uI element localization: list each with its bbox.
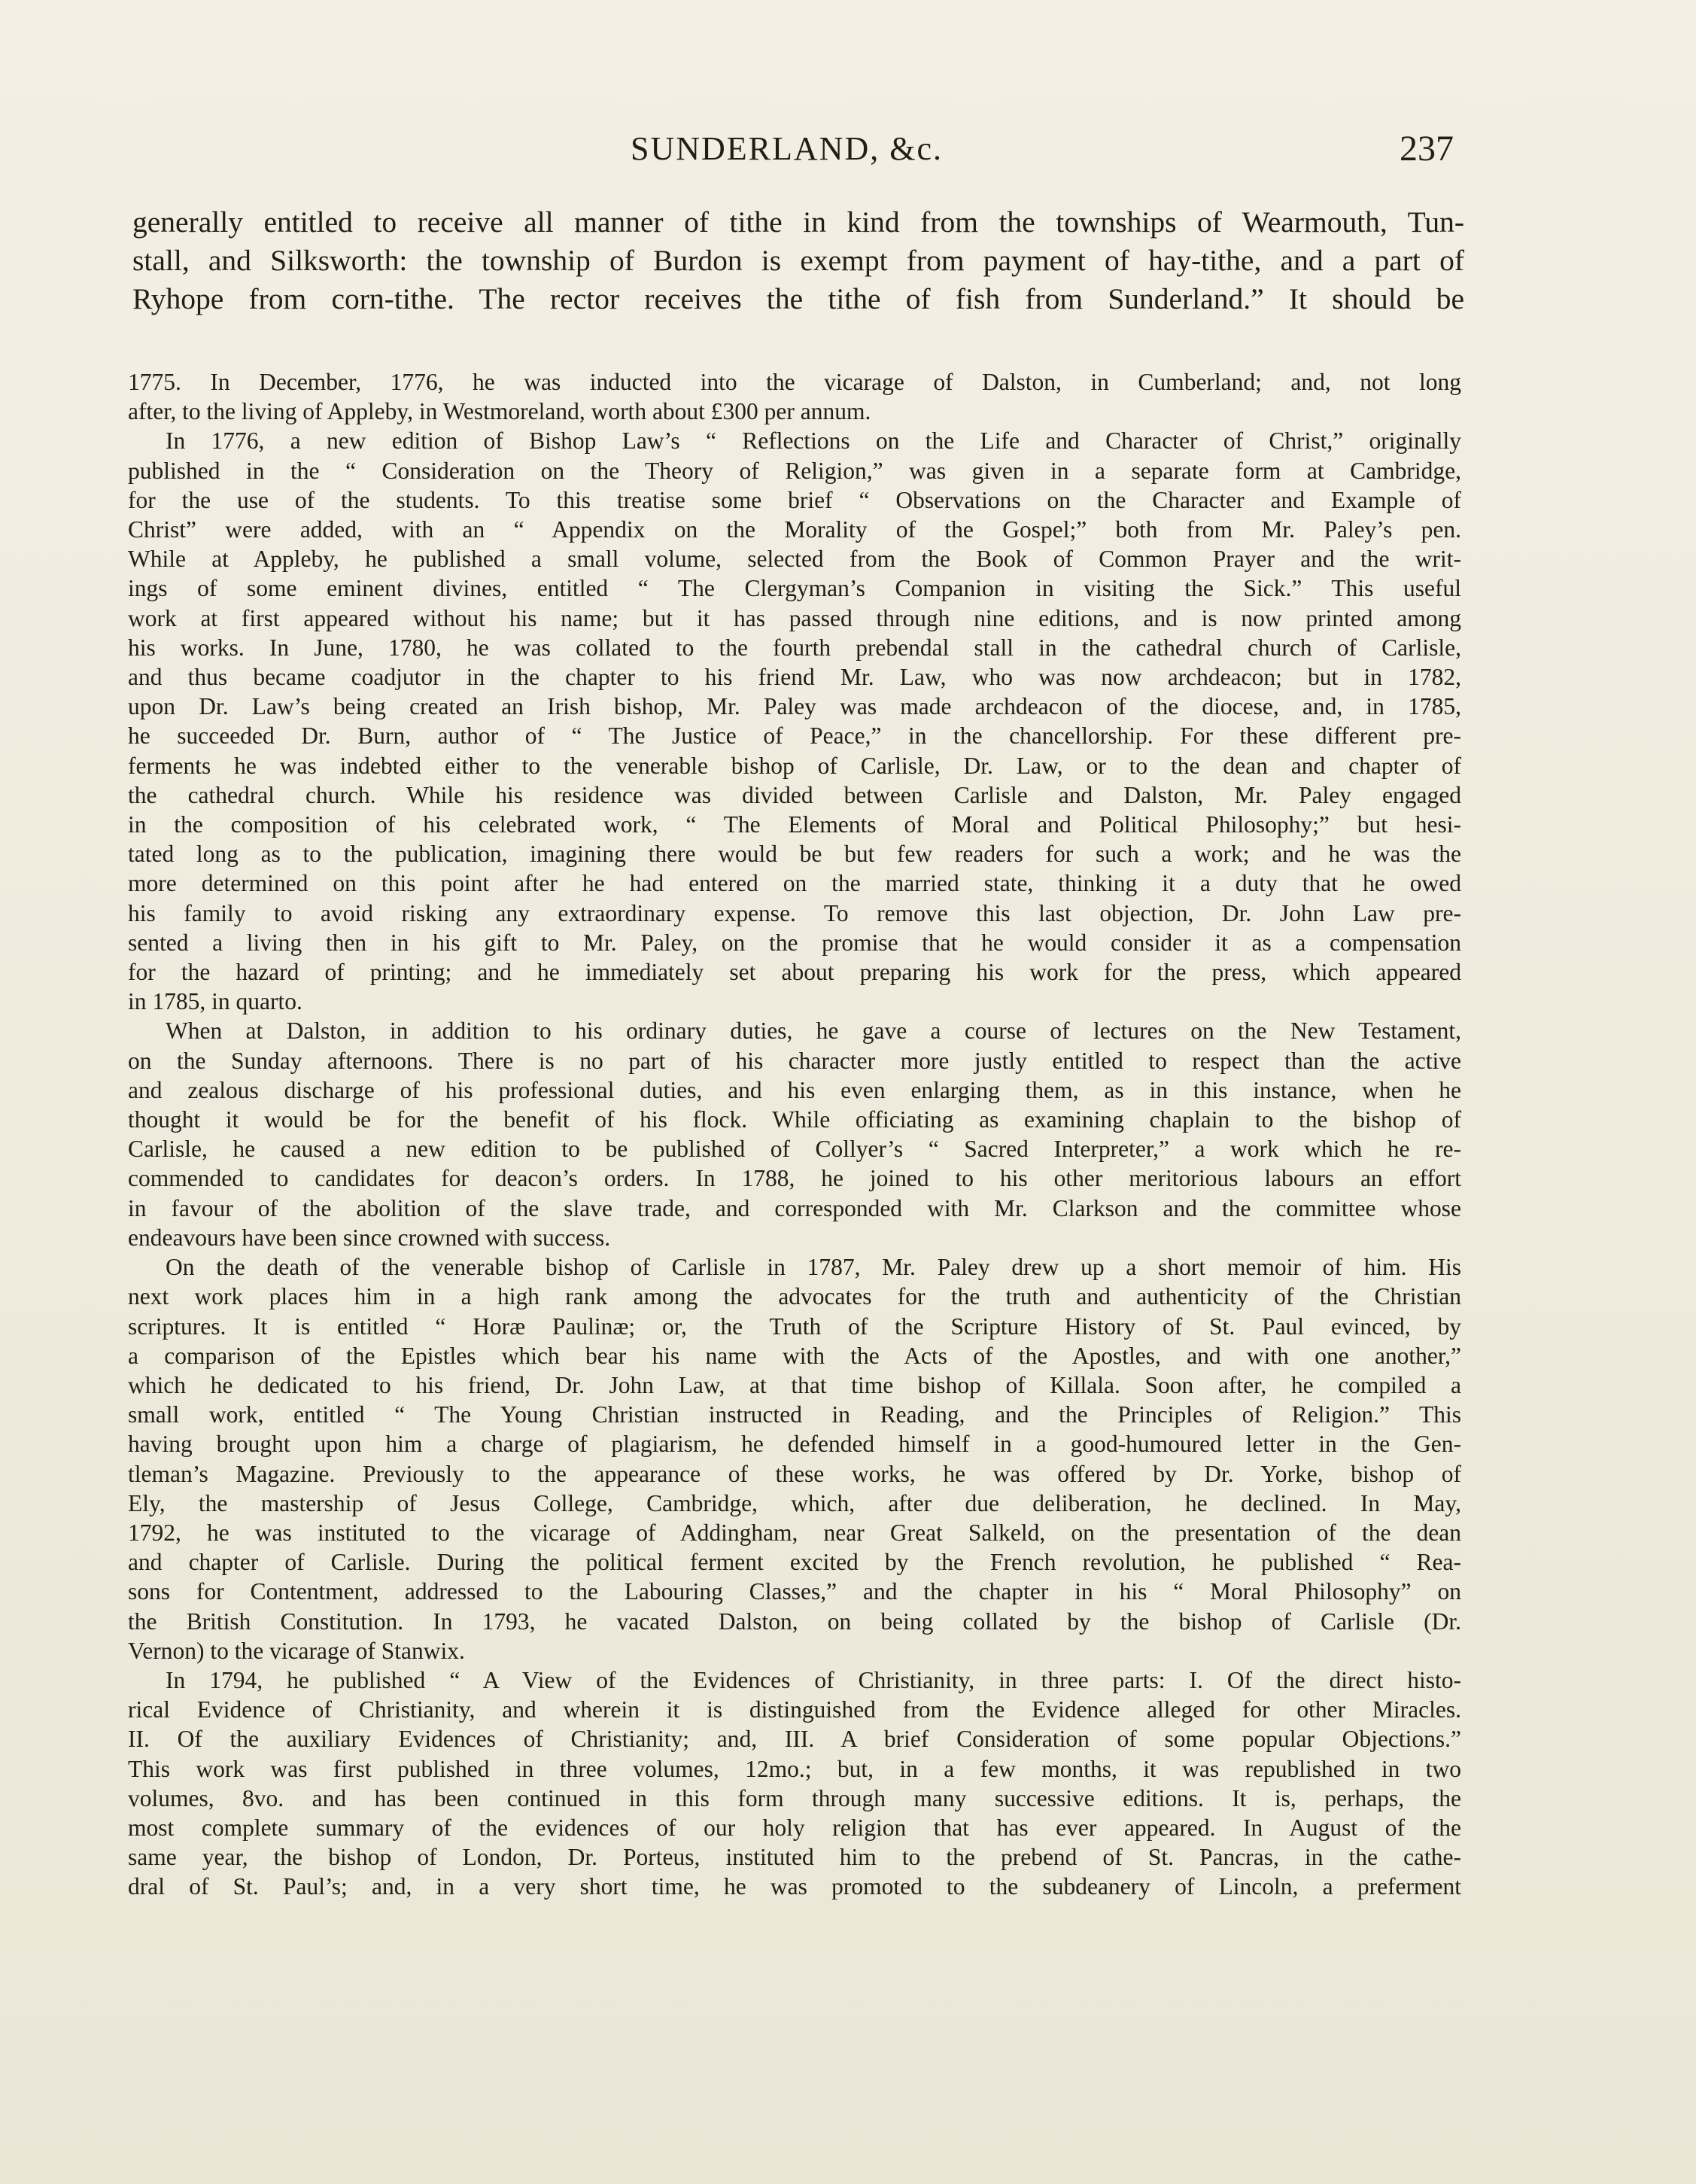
- footnote-line: in 1785, in quarto.: [128, 988, 302, 1015]
- main-text-line: Ryhope from corn-tithe. The rector receives the tithe of fish from Sunderland.” It should be: [132, 282, 1464, 315]
- footnote-line: This work was first published in three volumes, 12mo.; but, in a few months, it was republished in two: [128, 1755, 1461, 1782]
- footnote-line: upon Dr. Law’s being created an Irish bishop, Mr. Paley was made archdeacon of the diocese, and, in 1785,: [128, 693, 1461, 720]
- footnote-line: thought it would be for the benefit of his flock. While officiating as examining chaplain to the bishop of: [128, 1106, 1461, 1133]
- footnote-line: the cathedral church. While his residence was divided between Carlisle and Dalston, Mr. Paley engaged: [128, 781, 1461, 808]
- footnote-line: 1775. In December, 1776, he was inducted into the vicarage of Dalston, in Cumberland; and, not long: [128, 369, 1461, 395]
- footnote-line: dral of St. Paul’s; and, in a very short time, he was promoted to the subdeanery of Lincoln, a preferment: [128, 1873, 1461, 1900]
- footnote-paragraph: [128, 1016, 1461, 1252]
- footnote-line: and zealous discharge of his professional duties, and his even enlarging them, as in this instance, when he: [128, 1076, 1461, 1103]
- footnote-line: a comparison of the Epistles which bear his name with the Acts of the Apostles, and with one another,”: [128, 1342, 1461, 1369]
- footnote-line: 1792, he was instituted to the vicarage of Addingham, near Great Salkeld, on the presentation of the dean: [128, 1519, 1461, 1546]
- footnote-line: for the hazard of printing; and he immediately set about preparing his work for the press, which appeared: [128, 959, 1461, 986]
- footnote-line: ferments he was indebted either to the venerable bishop of Carlisle, Dr. Law, or to the dean and chapter of: [128, 752, 1461, 779]
- footnote-line: same year, the bishop of London, Dr. Porteus, instituted him to the prebend of St. Pancras, in the cathe-: [128, 1844, 1461, 1871]
- footnote-line: published in the “ Consideration on the Theory of Religion,” was given in a separate form at Cambridge,: [128, 457, 1461, 484]
- footnote-line: after, to the living of Appleby, in Westmoreland, worth about £300 per annum.: [128, 398, 871, 425]
- footnote-line: which he dedicated to his friend, Dr. John Law, at that time bishop of Killala. Soon after, he compiled a: [128, 1371, 1461, 1398]
- footnote-line: On the death of the venerable bishop of Carlisle in 1787, Mr. Paley drew up a short memoir of him. His: [166, 1254, 1461, 1281]
- footnote-line: sented a living then in his gift to Mr. Paley, on the promise that he would consider it as a compensation: [128, 929, 1461, 956]
- footnote-line: While at Appleby, he published a small volume, selected from the Book of Common Prayer and the writ-: [128, 546, 1461, 573]
- footnote-line: scriptures. It is entitled “ Horæ Paulinæ; or, the Truth of the Scripture History of St. Paul evinced, by: [128, 1313, 1461, 1340]
- footnote-line: When at Dalston, in addition to his ordinary duties, he gave a course of lectures on the New Testament,: [166, 1017, 1461, 1045]
- main-text: [132, 203, 1464, 318]
- footnote-line: In 1794, he published “ A View of the Evidences of Christianity, in three parts: I. Of the direct histo-: [166, 1666, 1461, 1693]
- footnote: [128, 367, 1461, 1902]
- footnote-line: endeavours have been since crowned with success.: [128, 1224, 611, 1251]
- running-title: SUNDERLAND, &c.: [631, 130, 943, 167]
- footnote-line: next work places him in a high rank among the advocates for the truth and authenticity of the Christian: [128, 1283, 1461, 1310]
- footnote-line: Ely, the mastership of Jesus College, Cambridge, which, after due deliberation, he declined. In May,: [128, 1489, 1461, 1516]
- footnote-line: and chapter of Carlisle. During the political ferment excited by the French revolution, he published “ Rea-: [128, 1549, 1461, 1576]
- footnote-line: ings of some eminent divines, entitled “ The Clergyman’s Companion in visiting the Sick.” This useful: [128, 575, 1461, 602]
- footnote-line: tated long as to the publication, imagining there would be but few readers for such a work; and he was the: [128, 841, 1461, 868]
- footnote-line: having brought upon him a charge of plagiarism, he defended himself in a good-humoured letter in the Gen-: [128, 1431, 1461, 1458]
- footnote-line: most complete summary of the evidences of our holy religion that has ever appeared. In August of the: [128, 1814, 1461, 1841]
- footnote-line: Vernon) to the vicarage of Stanwix.: [128, 1637, 465, 1664]
- page-number: 237: [1400, 129, 1454, 169]
- footnote-line: work at first appeared without his name; but it has passed through nine editions, and is now printed among: [128, 604, 1461, 631]
- footnote-paragraph: [128, 367, 1461, 426]
- footnote-line: volumes, 8vo. and has been continued in this form through many successive editions. It is, perhaps, the: [128, 1784, 1461, 1811]
- footnote-line: In 1776, a new edition of Bishop Law’s “ Reflections on the Life and Character of Christ,” originally: [166, 427, 1461, 455]
- footnote-line: his works. In June, 1780, he was collated to the fourth prebendal stall in the cathedral church of Carlisle,: [128, 634, 1461, 661]
- main-text-line: stall, and Silksworth: the township of Burdon is exempt from payment of hay-tithe, and a part of: [132, 244, 1464, 277]
- footnote-line: the British Constitution. In 1793, he vacated Dalston, on being collated by the bishop of Carlisle (Dr.: [128, 1608, 1461, 1635]
- footnote-paragraph: [128, 1252, 1461, 1665]
- footnote-line: in the composition of his celebrated work, “ The Elements of Moral and Political Philosophy;” but hesi-: [128, 811, 1461, 838]
- footnote-line: more determined on this point after he had entered on the married state, thinking it a duty that he owed: [128, 870, 1461, 897]
- footnote-line: in favour of the abolition of the slave trade, and corresponded with Mr. Clarkson and the committee whose: [128, 1194, 1461, 1221]
- footnote-line: tleman’s Magazine. Previously to the appearance of these works, he was offered by Dr. Yorke, bishop of: [128, 1460, 1461, 1487]
- footnote-line: sons for Contentment, addressed to the Labouring Classes,” and the chapter in his “ Moral Philosophy” on: [128, 1578, 1461, 1605]
- footnote-line: commended to candidates for deacon’s orders. In 1788, he joined to his other meritorious labours an effort: [128, 1165, 1461, 1192]
- footnote-paragraph: [128, 1665, 1461, 1902]
- footnote-line: Christ” were added, with an “ Appendix on the Morality of the Gospel;” both from Mr. Paley’s pen.: [128, 516, 1461, 543]
- footnote-line: his family to avoid risking any extraordinary expense. To remove this last objection, Dr. John Law pre-: [128, 899, 1461, 926]
- footnote-line: on the Sunday afternoons. There is no part of his character more justly entitled to respect than the active: [128, 1047, 1461, 1074]
- footnote-paragraph: [128, 426, 1461, 1016]
- footnote-line: and thus became coadjutor in the chapter to his friend Mr. Law, who was now archdeacon; but in 1782,: [128, 664, 1461, 691]
- main-text-line: generally entitled to receive all manner of tithe in kind from the townships of Wearmouth, Tun-: [132, 205, 1464, 239]
- footnote-line: rical Evidence of Christianity, and wherein it is distinguished from the Evidence alleged for other Miracles.: [128, 1696, 1461, 1723]
- footnote-line: Carlisle, he caused a new edition to be published of Collyer’s “ Sacred Interpreter,” a work which he re-: [128, 1136, 1461, 1163]
- running-head: [0, 126, 1696, 179]
- footnote-line: II. Of the auxiliary Evidences of Christianity; and, III. A brief Consideration of some popular Objections.”: [128, 1726, 1461, 1753]
- footnote-line: he succeeded Dr. Burn, author of “ The Justice of Peace,” in the chancellorship. For these different pre-: [128, 722, 1461, 750]
- footnote-line: small work, entitled “ The Young Christian instructed in Reading, and the Principles of Religion.” This: [128, 1401, 1461, 1428]
- footnote-line: for the use of the students. To this treatise some brief “ Observations on the Character and Example of: [128, 486, 1461, 513]
